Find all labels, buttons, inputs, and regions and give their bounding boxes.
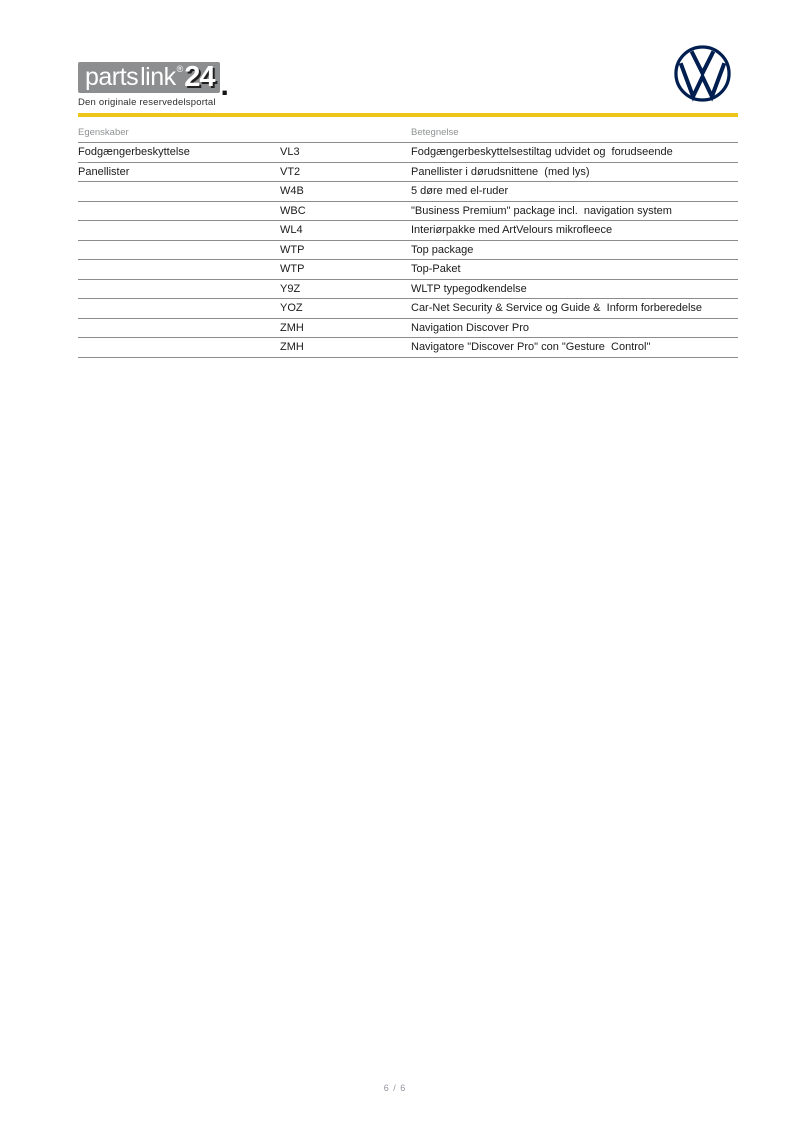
cell-code: WTP (280, 263, 305, 276)
cell-description: "Business Premium" package incl. navigation system (411, 204, 672, 217)
table-row (78, 143, 738, 163)
logo-period: . (220, 69, 229, 102)
table-row (78, 338, 738, 358)
vw-logo-icon (673, 44, 732, 103)
cell-description: 5 døre med el-ruder (411, 185, 509, 198)
cell-description: Navigation Discover Pro (411, 321, 529, 334)
logo-text-parts: parts (85, 63, 139, 91)
cell-description: Panellister i dørudsnittene (med lys) (411, 165, 590, 178)
table-row (78, 319, 738, 339)
table-row (78, 221, 738, 241)
cell-code: WBC (280, 204, 306, 217)
cell-description: WLTP typegodkendelse (411, 282, 527, 295)
page-footer (0, 1083, 790, 1093)
table-row (78, 202, 738, 222)
logo-text-24: 24 (184, 61, 215, 93)
cell-code: ZMH (280, 341, 304, 354)
table-row (78, 260, 738, 280)
column-header-egenskaber: Egenskaber (78, 127, 129, 138)
cell-property: Fodgængerbeskyttelse (78, 146, 190, 159)
cell-description: Interiørpakke med ArtVelours mikrofleece (411, 224, 613, 237)
table-row (78, 241, 738, 261)
cell-code: YOZ (280, 302, 303, 315)
cell-code: W4B (280, 185, 304, 198)
cell-code: VT2 (280, 165, 301, 178)
table-header-row (78, 124, 738, 143)
cell-code: WTP (280, 243, 305, 256)
column-header-betegnelse: Betegnelse (411, 127, 459, 138)
cell-code: Y9Z (280, 282, 301, 295)
cell-description: Car-Net Security & Service og Guide & Inform forberedelse (411, 302, 703, 315)
logo-tagline: Den originale reservedelsportal (78, 97, 216, 108)
cell-code: VL3 (280, 146, 300, 159)
options-table (78, 124, 738, 358)
table-row (78, 299, 738, 319)
cell-description: Top package (411, 243, 474, 256)
cell-code: WL4 (280, 224, 303, 237)
table-row (78, 182, 738, 202)
registered-trademark-icon: ® (176, 64, 184, 74)
cell-description: Top-Paket (411, 263, 461, 276)
cell-description: Fodgængerbeskyttelsestiltag udvidet og forudseende (411, 146, 673, 159)
page-indicator: 6 / 6 (383, 1083, 407, 1093)
brand-yellow-rule (78, 113, 738, 117)
partslink24-logo (78, 62, 229, 108)
cell-description: Navigatore "Discover Pro" con "Gesture Control" (411, 341, 651, 354)
cell-property: Panellister (78, 165, 130, 178)
table-body (78, 143, 738, 358)
table-row (78, 163, 738, 183)
partslink24-logo-box (78, 62, 220, 93)
cell-code: ZMH (280, 321, 304, 334)
logo-text-link: link (140, 63, 176, 91)
table-row (78, 280, 738, 300)
